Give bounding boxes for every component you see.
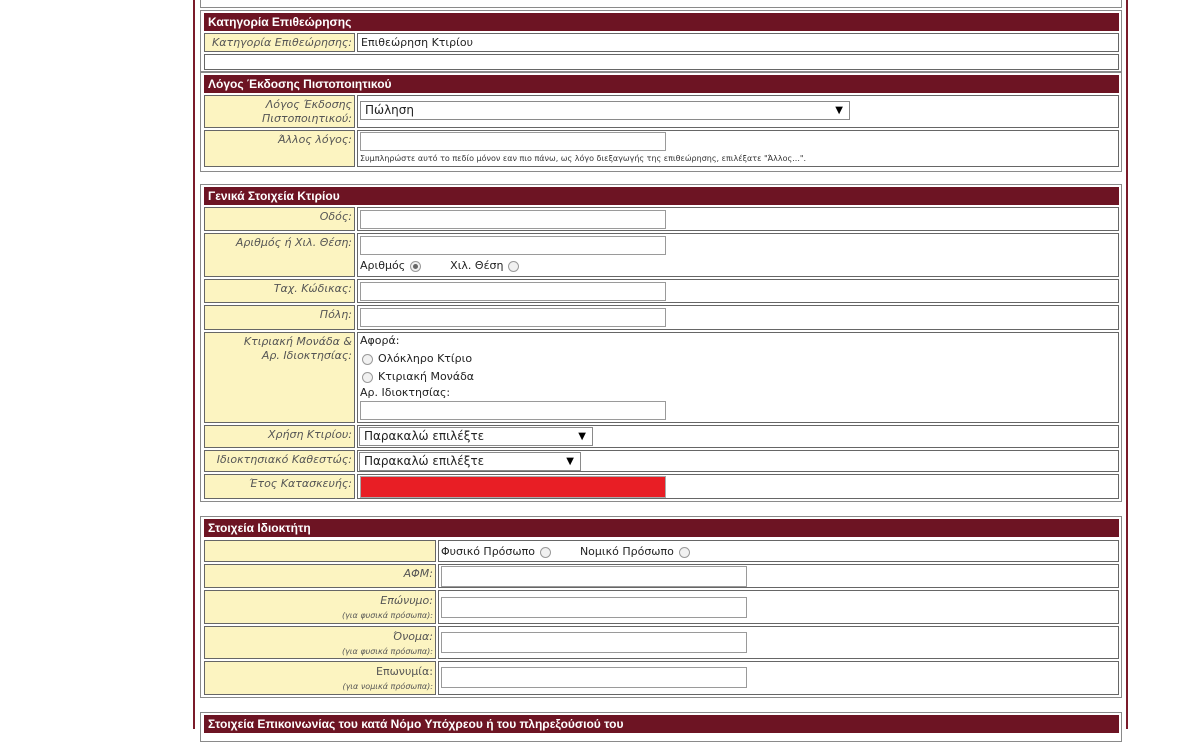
opt-whole-row [362,352,472,365]
first-name-label [204,626,436,659]
radio-building-unit[interactable] [362,372,373,383]
reason-select-value: Πώληση [365,103,414,117]
category-empty-row [204,54,1119,70]
contact-header: Στοιχεία Επικοινωνίας του κατά Νόμο Υπόχρεου ή του πληρεξούσιού του [204,715,1119,733]
reason-label-line1: Λόγος Έκδοσης [265,98,352,111]
reason-header: Λόγος Έκδοσης Πιστοποιητικού [204,75,1119,93]
chevron-down-icon: ▼ [835,105,843,116]
reason-select[interactable] [360,101,850,120]
company-input[interactable] [441,667,747,688]
radio-natural-person[interactable] [540,547,551,558]
ownership-select-value: Παρακαλώ επιλέξτε [364,454,485,468]
opt-whole-label: Ολόκληρο Κτίριο [378,352,473,365]
unit-label-line2: Αρ. Ιδιοκτησίας: [261,349,352,362]
chevron-down-icon: ▼ [566,456,574,467]
property-no-label: Αρ. Ιδιοκτησίας: [360,386,451,399]
zip-input[interactable] [360,282,666,301]
afm-input[interactable] [441,566,747,587]
first-name-label-text: Όνομα: [392,630,433,643]
number-input[interactable] [360,236,666,255]
company-label [204,661,436,695]
owner-header: Στοιχεία Ιδιοκτήτη [204,519,1119,537]
top-section-remnant [200,0,1122,8]
category-label: Κατηγορία Επιθεώρησης: [204,33,355,52]
opt-unit-row [362,370,474,383]
use-select-value: Παρακαλώ επιλέξτε [364,429,485,443]
zip-label: Ταχ. Κώδικας: [204,279,355,303]
other-reason-note: Συμπληρώστε αυτό το πεδίο μόνον εαν πιο πάνω, ως λόγο διεξαγωγής της επιθεώρησης, επιλέξατε "Άλλος...". [360,154,807,163]
reason-label-line2: Πιστοποιητικού: [262,112,352,125]
chevron-down-icon: ▼ [578,431,586,442]
company-label-sub: (για νομικά πρόσωπα): [342,682,433,691]
radio-number[interactable] [410,261,421,272]
city-input[interactable] [360,308,666,327]
year-label: Έτος Κατασκευής: [204,474,355,499]
surname-label [204,590,436,624]
number-label: Αριθμός ή Χιλ. Θέση: [204,233,355,277]
other-reason-label: Άλλος λόγος: [204,130,355,167]
street-label: Οδός: [204,207,355,231]
building-header: Γενικά Στοιχεία Κτιρίου [204,187,1119,205]
use-select[interactable] [359,427,593,446]
concerns-label: Αφορά: [360,334,400,347]
first-name-label-sub: (για φυσικά πρόσωπα): [341,647,433,656]
radio-number-label: Αριθμός [360,259,406,272]
unit-label [204,332,355,423]
number-radio-group [360,259,519,272]
surname-label-text: Επώνυμο: [380,594,433,607]
street-input[interactable] [360,210,666,229]
category-header: Κατηγορία Επιθεώρησης [204,13,1119,31]
radio-natural-label: Φυσικό Πρόσωπο [441,545,535,558]
radio-km-label: Χιλ. Θέση [450,259,504,272]
unit-label-line1: Κτιριακή Μονάδα & [243,335,352,348]
radio-km[interactable] [508,261,519,272]
year-input[interactable] [360,476,666,498]
afm-label: ΑΦΜ: [204,564,436,588]
surname-input[interactable] [441,597,747,618]
radio-legal-label: Νομικό Πρόσωπο [579,545,674,558]
ownership-label: Ιδιοκτησιακό Καθεστώς: [204,450,355,472]
ownership-select[interactable] [359,452,581,471]
surname-label-sub: (για φυσικά πρόσωπα): [341,611,433,620]
owner-type-radios [441,545,690,558]
opt-unit-label: Κτιριακή Μονάδα [378,370,475,383]
property-no-input[interactable] [360,401,666,420]
reason-label [204,95,355,128]
radio-whole-building[interactable] [362,354,373,365]
first-name-input[interactable] [441,632,747,653]
category-value: Επιθεώρηση Κτιρίου [357,33,1119,52]
other-reason-input[interactable] [360,132,666,151]
city-label: Πόλη: [204,305,355,330]
use-label: Χρήση Κτιρίου: [204,425,355,448]
company-label-text: Επωνυμία: [376,665,433,678]
owner-type-label [204,540,436,562]
radio-legal-person[interactable] [679,547,690,558]
